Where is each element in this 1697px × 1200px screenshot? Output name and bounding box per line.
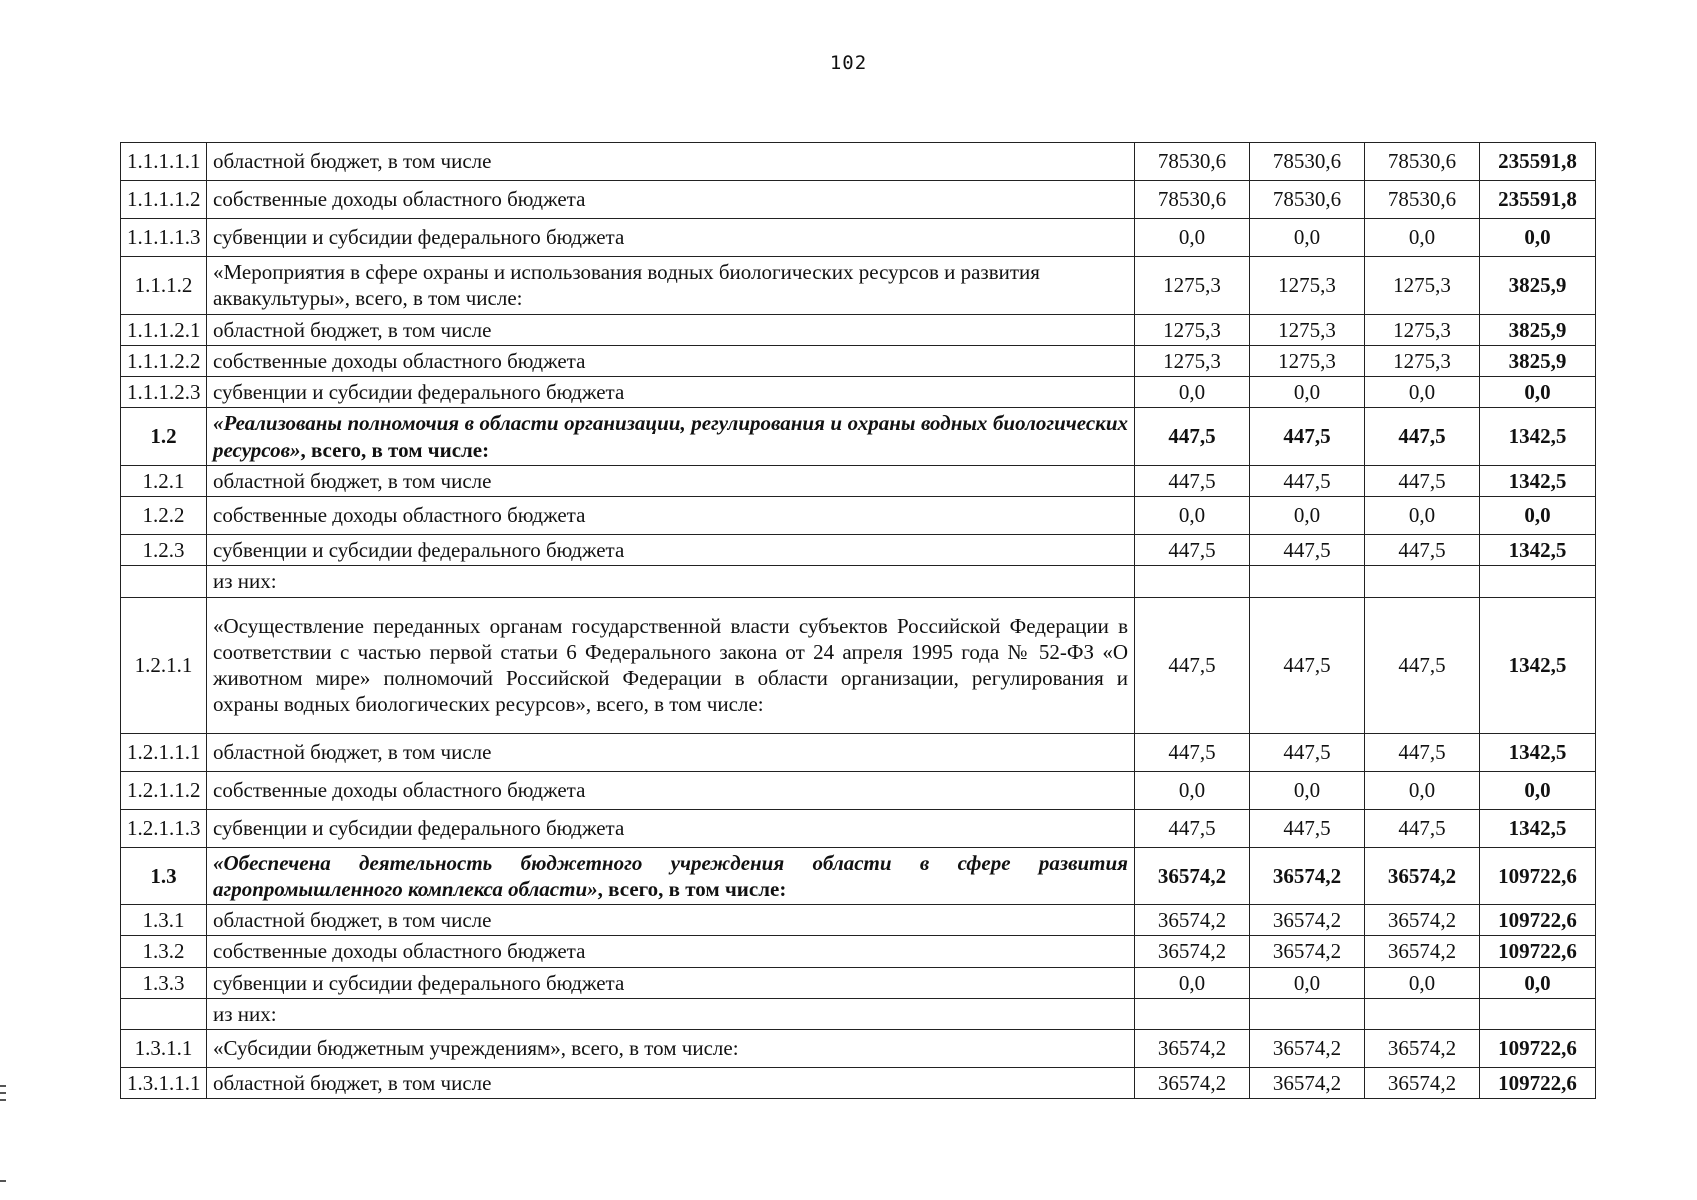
year-3-value: 447,5 <box>1365 597 1480 733</box>
total-value: 0,0 <box>1480 377 1596 408</box>
year-3-value: 447,5 <box>1365 535 1480 566</box>
year-3-value: 78530,6 <box>1365 143 1480 181</box>
year-3-value: 447,5 <box>1365 809 1480 847</box>
table-row <box>121 597 1596 733</box>
row-code <box>121 566 207 597</box>
table-row <box>121 998 1596 1029</box>
year-3-value: 0,0 <box>1365 771 1480 809</box>
year-2-value: 1275,3 <box>1250 314 1365 345</box>
year-3-value: 1275,3 <box>1365 257 1480 315</box>
row-code: 1.1.1.1.3 <box>121 219 207 257</box>
year-2-value: 0,0 <box>1250 497 1365 535</box>
year-1-value: 1275,3 <box>1135 314 1250 345</box>
total-value <box>1480 998 1596 1029</box>
row-description: собственные доходы областного бюджета <box>207 936 1135 967</box>
table-row <box>121 535 1596 566</box>
row-code: 1.3.1 <box>121 905 207 936</box>
year-3-value: 1275,3 <box>1365 345 1480 376</box>
year-1-value <box>1135 998 1250 1029</box>
row-description-title: «Обеспечена деятельность бюджетного учреждения области в сфере развития агропромышленного комплекса области» <box>213 850 1128 901</box>
row-code: 1.2.1.1.1 <box>121 733 207 771</box>
year-1-value: 447,5 <box>1135 535 1250 566</box>
total-value: 0,0 <box>1480 497 1596 535</box>
year-2-value: 447,5 <box>1250 733 1365 771</box>
year-1-value: 78530,6 <box>1135 181 1250 219</box>
total-value: 1342,5 <box>1480 465 1596 496</box>
table-row <box>121 847 1596 905</box>
row-code: 1.2.2 <box>121 497 207 535</box>
year-3-value: 36574,2 <box>1365 1068 1480 1099</box>
table-row <box>121 905 1596 936</box>
year-3-value: 0,0 <box>1365 219 1480 257</box>
total-value: 1342,5 <box>1480 809 1596 847</box>
row-description: областной бюджет, в том числе <box>207 905 1135 936</box>
year-1-value: 36574,2 <box>1135 905 1250 936</box>
page-number: 102 <box>829 52 868 74</box>
year-3-value <box>1365 566 1480 597</box>
year-2-value: 36574,2 <box>1250 847 1365 905</box>
year-1-value: 0,0 <box>1135 771 1250 809</box>
scan-mark <box>0 1099 6 1101</box>
row-description: областной бюджет, в том числе <box>207 314 1135 345</box>
row-code: 1.1.1.2.2 <box>121 345 207 376</box>
row-code: 1.2.1.1.3 <box>121 809 207 847</box>
total-value <box>1480 566 1596 597</box>
year-3-value: 36574,2 <box>1365 847 1480 905</box>
year-1-value: 0,0 <box>1135 497 1250 535</box>
year-2-value <box>1250 566 1365 597</box>
year-1-value: 36574,2 <box>1135 1068 1250 1099</box>
year-2-value: 36574,2 <box>1250 936 1365 967</box>
row-description: из них: <box>207 566 1135 597</box>
year-1-value: 447,5 <box>1135 733 1250 771</box>
total-value: 1342,5 <box>1480 597 1596 733</box>
table-row <box>121 219 1596 257</box>
year-3-value: 0,0 <box>1365 967 1480 998</box>
year-2-value: 0,0 <box>1250 377 1365 408</box>
row-code: 1.3 <box>121 847 207 905</box>
row-description: «Субсидии бюджетным учреждениям», всего, в том числе: <box>207 1030 1135 1068</box>
table-row <box>121 967 1596 998</box>
year-3-value: 447,5 <box>1365 465 1480 496</box>
table-row <box>121 143 1596 181</box>
row-code: 1.1.1.1.1 <box>121 143 207 181</box>
total-value: 235591,8 <box>1480 143 1596 181</box>
table-row <box>121 809 1596 847</box>
table-row <box>121 771 1596 809</box>
year-2-value: 0,0 <box>1250 219 1365 257</box>
total-value: 235591,8 <box>1480 181 1596 219</box>
total-value: 0,0 <box>1480 219 1596 257</box>
year-3-value: 1275,3 <box>1365 314 1480 345</box>
row-code <box>121 998 207 1029</box>
row-code: 1.1.1.2.3 <box>121 377 207 408</box>
year-3-value: 447,5 <box>1365 408 1480 466</box>
row-description-suffix: , всего, в том числе: <box>300 437 490 462</box>
year-2-value: 447,5 <box>1250 408 1365 466</box>
table-row <box>121 936 1596 967</box>
table-row <box>121 497 1596 535</box>
total-value: 109722,6 <box>1480 1068 1596 1099</box>
year-3-value: 0,0 <box>1365 377 1480 408</box>
row-description-title: «Реализованы полномочия в области организации, регулирования и охраны водных биологических ресурсов» <box>213 411 1128 462</box>
row-description: из них: <box>207 998 1135 1029</box>
total-value: 109722,6 <box>1480 1030 1596 1068</box>
year-2-value: 447,5 <box>1250 465 1365 496</box>
year-2-value: 36574,2 <box>1250 1030 1365 1068</box>
table-row <box>121 408 1596 466</box>
row-code: 1.3.2 <box>121 936 207 967</box>
row-code: 1.1.1.2 <box>121 257 207 315</box>
row-code: 1.2.3 <box>121 535 207 566</box>
row-description: областной бюджет, в том числе <box>207 1068 1135 1099</box>
table-row <box>121 314 1596 345</box>
row-description: собственные доходы областного бюджета <box>207 497 1135 535</box>
year-1-value: 36574,2 <box>1135 936 1250 967</box>
row-code: 1.1.1.2.1 <box>121 314 207 345</box>
year-2-value: 78530,6 <box>1250 143 1365 181</box>
total-value: 1342,5 <box>1480 535 1596 566</box>
year-1-value: 447,5 <box>1135 597 1250 733</box>
row-description <box>207 847 1135 905</box>
year-1-value: 0,0 <box>1135 377 1250 408</box>
total-value: 3825,9 <box>1480 257 1596 315</box>
table-row <box>121 566 1596 597</box>
row-description-suffix: , всего, в том числе: <box>597 876 787 901</box>
row-description: субвенции и субсидии федерального бюджета <box>207 377 1135 408</box>
year-3-value: 36574,2 <box>1365 905 1480 936</box>
year-2-value: 447,5 <box>1250 597 1365 733</box>
row-description: собственные доходы областного бюджета <box>207 181 1135 219</box>
row-description: «Мероприятия в сфере охраны и использования водных биологических ресурсов и развития аквакультуры», всего, в том числе: <box>207 257 1135 315</box>
total-value: 109722,6 <box>1480 936 1596 967</box>
year-2-value: 0,0 <box>1250 967 1365 998</box>
year-3-value: 447,5 <box>1365 733 1480 771</box>
table-row <box>121 1068 1596 1099</box>
scan-mark <box>0 1085 6 1087</box>
table-row <box>121 1030 1596 1068</box>
total-value: 0,0 <box>1480 771 1596 809</box>
table-row <box>121 257 1596 315</box>
scan-mark <box>0 1092 6 1094</box>
year-1-value: 1275,3 <box>1135 345 1250 376</box>
row-description: собственные доходы областного бюджета <box>207 345 1135 376</box>
table-row <box>121 181 1596 219</box>
budget-table-body <box>121 143 1596 1099</box>
year-1-value <box>1135 566 1250 597</box>
scan-mark <box>0 1180 6 1182</box>
year-3-value: 0,0 <box>1365 497 1480 535</box>
budget-table <box>120 142 1596 1099</box>
row-description: областной бюджет, в том числе <box>207 733 1135 771</box>
total-value: 109722,6 <box>1480 905 1596 936</box>
year-3-value: 78530,6 <box>1365 181 1480 219</box>
year-1-value: 447,5 <box>1135 465 1250 496</box>
row-code: 1.1.1.1.2 <box>121 181 207 219</box>
year-2-value: 78530,6 <box>1250 181 1365 219</box>
row-description: субвенции и субсидии федерального бюджета <box>207 219 1135 257</box>
total-value: 109722,6 <box>1480 847 1596 905</box>
year-2-value: 0,0 <box>1250 771 1365 809</box>
table-row <box>121 377 1596 408</box>
year-2-value: 36574,2 <box>1250 905 1365 936</box>
year-2-value: 1275,3 <box>1250 345 1365 376</box>
row-code: 1.2.1 <box>121 465 207 496</box>
year-1-value: 0,0 <box>1135 967 1250 998</box>
year-1-value: 1275,3 <box>1135 257 1250 315</box>
row-code: 1.3.1.1 <box>121 1030 207 1068</box>
total-value: 3825,9 <box>1480 345 1596 376</box>
row-description: «Осуществление переданных органам государственной власти субъектов Российской Федерации в соответствии с частью первой статьи 6 Федерального закона от 24 апреля 1995 года № 52-ФЗ «О животном мире» полномочий Российской Федерации в области организации, регулирования и охраны водных биологических ресурсов», всего, в том числе: <box>207 597 1135 733</box>
year-2-value: 447,5 <box>1250 535 1365 566</box>
row-code: 1.3.1.1.1 <box>121 1068 207 1099</box>
row-description: областной бюджет, в том числе <box>207 465 1135 496</box>
year-1-value: 78530,6 <box>1135 143 1250 181</box>
year-3-value <box>1365 998 1480 1029</box>
year-1-value: 447,5 <box>1135 408 1250 466</box>
year-2-value: 1275,3 <box>1250 257 1365 315</box>
year-2-value <box>1250 998 1365 1029</box>
row-description: субвенции и субсидии федерального бюджета <box>207 809 1135 847</box>
row-code: 1.2.1.1.2 <box>121 771 207 809</box>
row-description <box>207 408 1135 466</box>
year-2-value: 36574,2 <box>1250 1068 1365 1099</box>
row-description: собственные доходы областного бюджета <box>207 771 1135 809</box>
total-value: 1342,5 <box>1480 408 1596 466</box>
row-code: 1.3.3 <box>121 967 207 998</box>
year-2-value: 447,5 <box>1250 809 1365 847</box>
row-description: субвенции и субсидии федерального бюджета <box>207 967 1135 998</box>
table-row <box>121 733 1596 771</box>
year-1-value: 447,5 <box>1135 809 1250 847</box>
row-description: субвенции и субсидии федерального бюджета <box>207 535 1135 566</box>
year-3-value: 36574,2 <box>1365 936 1480 967</box>
year-1-value: 36574,2 <box>1135 847 1250 905</box>
total-value: 1342,5 <box>1480 733 1596 771</box>
row-code: 1.2 <box>121 408 207 466</box>
total-value: 0,0 <box>1480 967 1596 998</box>
table-row <box>121 345 1596 376</box>
total-value: 3825,9 <box>1480 314 1596 345</box>
year-3-value: 36574,2 <box>1365 1030 1480 1068</box>
row-code: 1.2.1.1 <box>121 597 207 733</box>
year-1-value: 36574,2 <box>1135 1030 1250 1068</box>
year-1-value: 0,0 <box>1135 219 1250 257</box>
table-row <box>121 465 1596 496</box>
row-description: областной бюджет, в том числе <box>207 143 1135 181</box>
